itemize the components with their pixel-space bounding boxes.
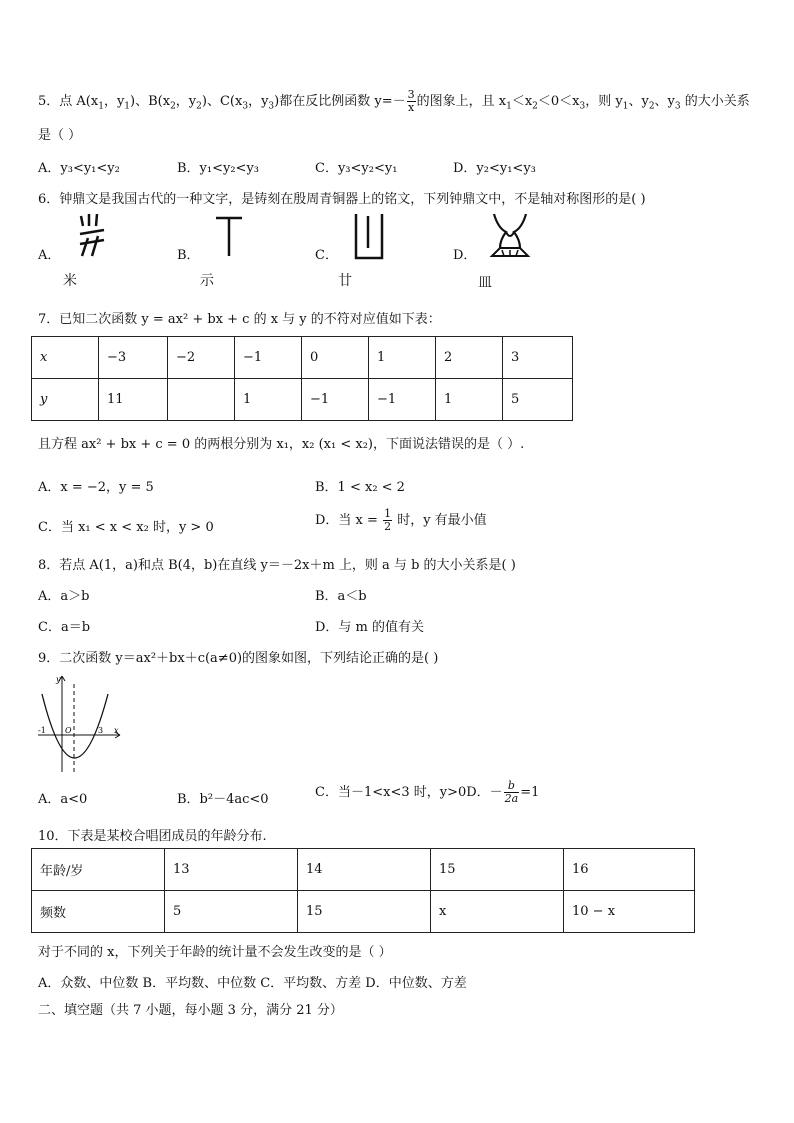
q5-text-k: 、y [654, 94, 675, 109]
q7-cell: 0 [302, 337, 369, 379]
q7-table [31, 336, 573, 421]
q5-text-l: 的大小关系 [680, 94, 750, 109]
q7-cell: −3 [99, 337, 168, 379]
q10-cell: x [431, 891, 564, 933]
q6-option-c-label[interactable]: C． [315, 248, 338, 263]
q9-option-d-post: =1 [520, 785, 540, 800]
q10-cell: 10 − x [564, 891, 695, 933]
q7-option-d[interactable] [315, 508, 487, 533]
q7-cell: −1 [302, 379, 369, 421]
q9-option-c: C．当－1<x<3 时，y>0D．－ [315, 785, 503, 800]
q6-option-d-label[interactable]: D． [453, 248, 477, 263]
q5-text-c: )、B(x [130, 94, 171, 109]
q7-option-d-post: 时，y 有最小值 [397, 513, 487, 528]
q9-label-y: y [56, 675, 61, 684]
q7-option-b[interactable]: B．1 < x₂ < 2 [315, 480, 405, 495]
q10-stem: 10．下表是某校合唱团成员的年龄分布. [38, 829, 267, 844]
q7-cell: 1 [436, 379, 503, 421]
q5-option-b[interactable]: B．y₁<y₂<y₃ [177, 161, 260, 176]
q5-option-d[interactable]: D．y₂<y₁<y₃ [453, 161, 536, 176]
q7-cell [168, 379, 235, 421]
q6-glyph-c-icon[interactable] [352, 212, 386, 262]
q9-parabola-graph [34, 672, 126, 776]
q7-option-c[interactable]: C．当 x₁ < x < x₂ 时，y > 0 [38, 520, 214, 535]
q5-text-g: ＜x [511, 94, 533, 109]
q8-option-b[interactable]: B．a＜b [315, 589, 367, 604]
q5-text-i: ，则 y [585, 94, 623, 109]
q5-option-c[interactable]: C．y₃<y₂<y₁ [315, 161, 398, 176]
q10-cell: 13 [165, 849, 298, 891]
q6-caption-c: 廿 [338, 273, 352, 289]
q7-option-a[interactable]: A．x = −2，y = 5 [38, 480, 154, 495]
q7-cell: −1 [369, 379, 436, 421]
q9-option-a[interactable]: A．a<0 [38, 792, 88, 807]
q7-stem: 7．已知二次函数 y = ax² + bx + c 的 x 与 y 的不符对应值如下表： [38, 312, 441, 327]
q10-cell-header: 频数 [32, 891, 165, 933]
q7-option-d-pre: D．当 x = [315, 513, 378, 528]
q9-option-c-d[interactable] [315, 780, 539, 805]
q7-option-d-fraction: $\frac{1}{2}$ [384, 507, 392, 533]
q5-text-a: 5．点 A(x [38, 94, 99, 109]
q9-label-3: 3 [98, 726, 104, 735]
q7-cell: 1 [369, 337, 436, 379]
q6-glyph-b-icon[interactable] [212, 212, 246, 258]
q7-cell-x-label: x [32, 337, 99, 379]
q10-cell-header: 年龄/岁 [32, 849, 165, 891]
q6-option-a-label[interactable]: A． [38, 248, 61, 263]
q5-fraction: $\frac{3}{x}$ [407, 88, 415, 114]
q9-label-neg1: -1 [38, 726, 46, 735]
q8-option-c[interactable]: C．a＝b [38, 620, 91, 635]
q7-cell: 5 [503, 379, 573, 421]
q10-cell: 5 [165, 891, 298, 933]
q6-caption-d: 皿 [478, 275, 492, 291]
q10-cell: 14 [298, 849, 431, 891]
q5-stem-line1: 5．点 $A(x_1$，$y_1$)、$B(x_2$，$y_2$)、$C(x_3$，$y_3$)都在反比例函数 y=－ $\frac{3}{x}$ 的图象上，且 $x_1<x_2<0<x_3$，则 $y_1$、$y_2$、$y_3$ 的大小关系 [38, 88, 750, 114]
q9-label-x: x [114, 726, 119, 735]
q7-cell: 2 [436, 337, 503, 379]
q5-text-e: )都在反比例函数 y=－ [274, 94, 406, 109]
q9-option-d-fraction: $\frac{b}{2a}$ [504, 779, 519, 805]
q5-text-f: 的图象上，且 x [416, 94, 507, 109]
q9-label-origin: O [65, 726, 72, 735]
q6-option-b-label[interactable]: B． [177, 248, 200, 263]
q6-glyph-a-icon[interactable] [76, 212, 110, 258]
q5-option-a[interactable]: A．y₃<y₁<y₂ [38, 161, 120, 176]
q6-stem: 6．钟鼎文是我国古代的一种文字，是铸刻在殷周青铜器上的铭文，下列钟鼎文中，不是轴对称图形的是( ) [38, 192, 646, 207]
q8-stem: 8．若点 A(1，a)和点 B(4，b)在直线 y＝－2x＋m 上，则 a 与 b 的大小关系是( ) [38, 558, 516, 573]
q8-option-d[interactable]: D．与 m 的值有关 [315, 620, 425, 635]
q6-caption-b: 示 [200, 273, 214, 289]
q6-caption-a: 米 [63, 273, 77, 289]
q5-stem-line2: 是（ ） [38, 128, 82, 143]
q10-cell: 16 [564, 849, 695, 891]
q10-table [31, 848, 695, 933]
q10-question: 对于不同的 x，下列关于年龄的统计量不会发生改变的是（ ） [38, 945, 392, 960]
q5-text-h: ＜0＜x [537, 94, 580, 109]
q7-cell: 3 [503, 337, 573, 379]
q8-option-a[interactable]: A．a＞b [38, 589, 90, 604]
section-heading: 二、填空题（共 7 小题，每小题 3 分，满分 21 分） [38, 1003, 343, 1018]
q5-text-d: )、C(x [201, 94, 243, 109]
q6-glyph-d-icon[interactable] [488, 210, 532, 266]
q7-cell: 11 [99, 379, 168, 421]
q5-text-j: 、y [628, 94, 649, 109]
q7-condition: 且方程 ax² + bx + c = 0 的两根分别为 x₁，x₂ (x₁ < x₂)，下面说法错误的是（ ）. [38, 437, 525, 452]
q9-stem: 9．二次函数 y＝ax²＋bx＋c(a≠0)的图象如图，下列结论正确的是( ) [38, 651, 439, 666]
q10-cell: 15 [431, 849, 564, 891]
q10-options[interactable]: A．众数、中位数 B．平均数、中位数 C．平均数、方差 D．中位数、方差 [38, 976, 467, 991]
q9-option-b[interactable]: B．b²－4ac<0 [177, 792, 269, 807]
q7-cell-y-label: y [32, 379, 99, 421]
q10-cell: 15 [298, 891, 431, 933]
q5-text-b: ，y [103, 94, 125, 109]
q7-cell: 1 [235, 379, 302, 421]
q7-cell: −1 [235, 337, 302, 379]
q7-cell: −2 [168, 337, 235, 379]
